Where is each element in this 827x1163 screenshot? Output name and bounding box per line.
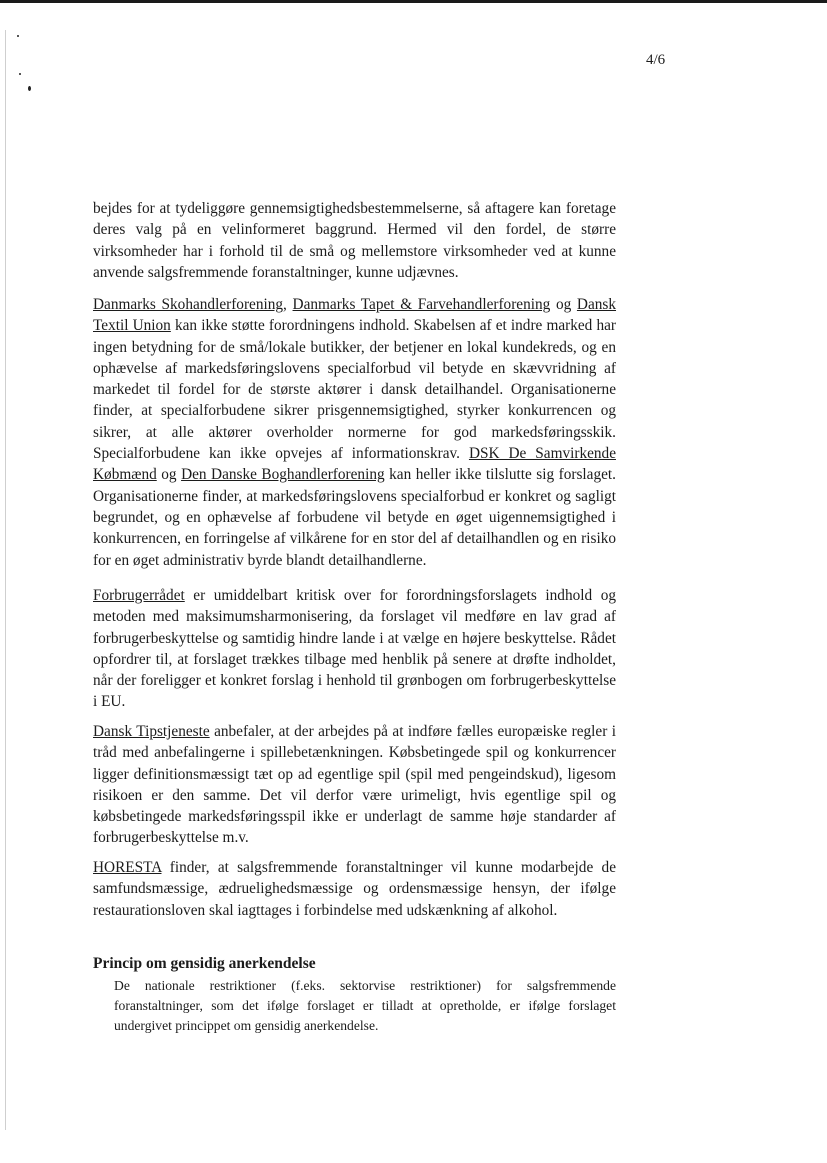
paragraph-forbrugerraadet <box>93 585 616 713</box>
page-number: 4/6 <box>646 52 666 68</box>
scan-left-edge <box>5 30 6 1130</box>
text-run: kan heller ikke tilslutte sig forslaget. Organisationerne finder, at markedsføringslovens specialforbud er konkret og sagligt begrundet, og en ophævelse af forbudene vil betyde en øget uigennemsigtighed i konkurrencen, en forringelse af vilkårene for en stor del af detailhandlen og en risiko for en øget administrativ byrde blandt detailhandlerne. <box>93 466 616 569</box>
paragraph-continuation <box>93 198 616 283</box>
text-run: anbefaler, at der arbejdes på at indføre fælles europæiske regler i tråd med anbefalingerne i spillebetænkningen. Købsbetingede spil og konkurrencer ligger definitionsmæssigt tæt op ad egentlige spil (spil med pengeindskud), ligesom risikoen er den samme. Det vil derfor være urimeligt, hvis egentlige spil og købsbetingede markedsføringsspil ikke er underlagt de samme høje standarder af forbrugerbeskyttelse m.v. <box>93 723 616 847</box>
paragraph-horesta <box>93 857 616 921</box>
section-heading: Princip om gensidig anerkendelse <box>93 955 316 972</box>
organization-name: Forbrugerrådet <box>93 587 185 604</box>
scan-speck <box>17 35 19 37</box>
scan-top-border <box>0 0 827 3</box>
paragraph-dansk-tipstjeneste <box>93 721 616 849</box>
scan-speck <box>28 86 31 91</box>
text-run: finder, at salgsfremmende foranstaltninger vil kunne modarbejde de samfundsmæssige, ædruelighedsmæssige og ordensmæssige hensyn, der ifølge restaurationsloven skal iagttages i forbindelse med udskænkning af alkohol. <box>93 859 616 919</box>
text-run: bejdes for at tydeliggøre gennemsigtighedsbestemmelserne, så aftagere kan foretage deres valg på en velinformeret baggrund. Hermed vil den fordel, de større virksomheder har i forhold til de små og mellemstore virksomheder ved at kunne anvende salgsfremmende foranstaltninger, kunne udjævnes. <box>93 200 616 281</box>
text-run: og <box>156 466 182 484</box>
organization-name: HORESTA <box>93 859 162 876</box>
text-run: , <box>283 296 293 313</box>
organization-name: Danmarks Skohandlerforening <box>93 296 284 313</box>
text-run: er umiddelbart kritisk over for forordningsforslagets indhold og metoden med maksimumsharmonisering, da forslaget vil medføre en lav grad af forbrugerbeskyttelse og samtidig hindre lande i at vælge en højere beskyttelse. Rådet opfordrer til, at forslaget trækkes tilbage med henblik på senere at drøfte indholdet, når der foreligger et konkret forslag i henhold til grønbogen om forbrugerbeskyttelse i EU. <box>93 587 616 711</box>
organization-name: Dansk Textil Union <box>93 296 617 335</box>
section-paragraph: De nationale restriktioner (f.eks. sektorvise restriktioner) for salgsfremmende foranstaltninger, som det ifølge forslaget er tilladt at opretholde, er ifølge forslaget undergivet princippet om gensidig anerkendelse. <box>114 978 616 1033</box>
paragraph-retail-associations <box>93 294 616 571</box>
text-run: kan ikke støtte forordningens indhold. Skabelsen af et indre marked har ingen betydning for de små/lokale butikker, der betjener en lokal kundekreds, og en ophævelse af markedsføringslovens specialforbud vil betyde en skævvridning af markedet til fordel for de største aktører i dansk detailhandel. Organisationerne finder, at specialforbudene sikrer prisgennemsigtighed, styrker konkurrencen og sikrer, at alle aktører overholder normerne for god markedsføringsskik. Specialforbudene kan ikke opvejes af informationskrav. <box>93 317 616 463</box>
organization-name: Danmarks Tapet & Farvehandlerforening <box>292 296 551 313</box>
scan-speck <box>19 73 21 75</box>
organization-name: Den Danske Boghandlerforening <box>181 466 385 484</box>
text-run: og <box>550 296 577 313</box>
organization-name: Dansk Tipstjeneste <box>93 723 210 740</box>
organization-name: DSK De Samvirkende Købmænd <box>93 445 616 484</box>
